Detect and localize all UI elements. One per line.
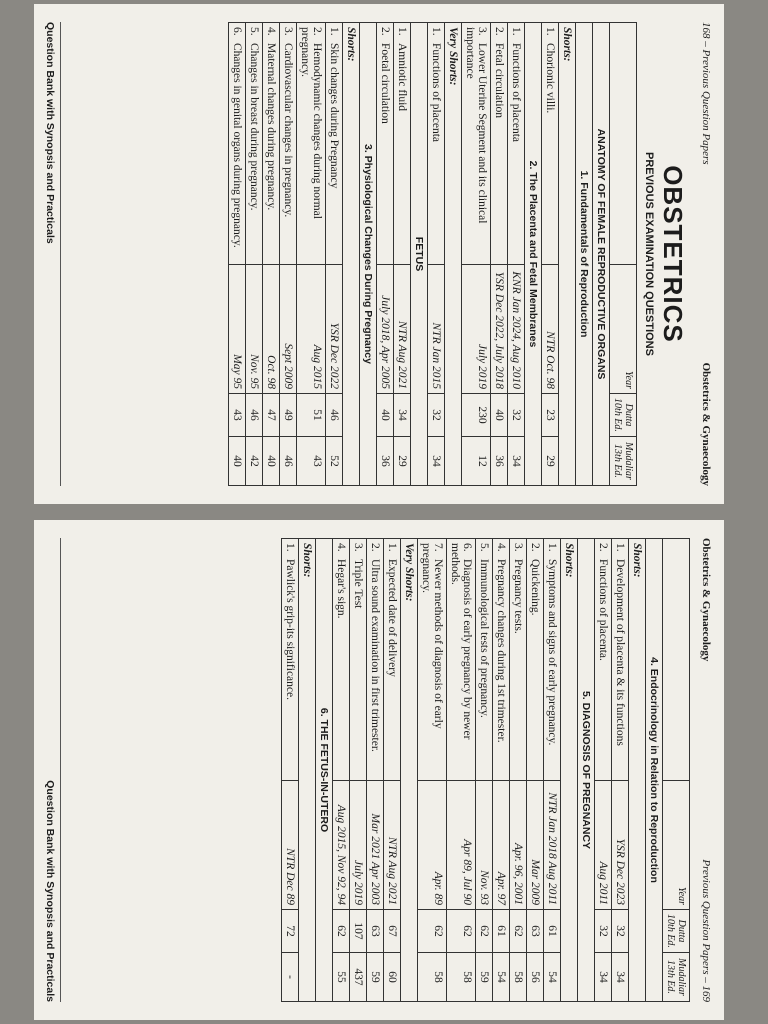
question-cell (493, 539, 510, 781)
question-number: 1. (328, 27, 340, 36)
question-rows-left (229, 23, 610, 486)
question-number: 2. (311, 27, 323, 36)
question-number: 3. (282, 27, 294, 36)
year-cell: Nov. 93 (476, 781, 493, 910)
question-row (612, 539, 629, 1002)
question-text: Functions of placenta (430, 43, 442, 143)
mudaliar-page-cell: - (282, 953, 299, 1002)
question-text: Immunological tests of pregnancy. (478, 559, 490, 718)
question-number: 6. (231, 27, 243, 36)
question-cell (229, 23, 246, 265)
question-text: Changes in genital organs during pregnancy. (231, 43, 243, 248)
question-text: Symptoms and signs of early pregnancy. (546, 559, 558, 746)
question-row (510, 539, 527, 1002)
question-number: 3. (476, 27, 488, 36)
question-cell (333, 539, 350, 781)
year-cell: YSR Dec 2022, July 2018 (491, 265, 508, 394)
question-row (542, 23, 559, 486)
dutta-page-cell: 63 (367, 910, 384, 953)
question-text: Cardiovascular changes in pregnancy. (282, 43, 294, 218)
question-row (418, 539, 447, 1002)
group-heading (629, 539, 646, 1002)
year-cell: Sept 2009 (280, 265, 297, 394)
mudaliar-page-cell: 42 (246, 437, 263, 486)
mudaliar-page-cell: 60 (384, 953, 401, 1002)
year-cell: Mar 2021 Apr 2003 (367, 781, 384, 910)
page-subtitle: PREVIOUS EXAMINATION QUESTIONS (643, 152, 655, 356)
dutta-page-cell: 67 (384, 910, 401, 953)
question-cell (542, 23, 559, 265)
question-row (384, 539, 401, 1002)
mudaliar-page-cell: 59 (476, 953, 493, 1002)
dutta-page-cell: 49 (280, 394, 297, 437)
year-cell: NTR Jan 2018 Aug 2011 (544, 781, 561, 910)
question-text: Functions of placenta. (597, 559, 609, 661)
question-row (595, 539, 612, 1002)
question-text: Foetal circulation (379, 43, 391, 124)
year-cell: YSR Dec 2022 (326, 265, 343, 394)
year-cell: KNR Jan 2024, Aug 2010 (508, 265, 525, 394)
question-text: Chorionic villi. (544, 43, 556, 114)
year-cell: NTR Dec 89 (282, 781, 299, 910)
year-cell: Apr. 96, 2001 (510, 781, 527, 910)
section-heading-text: 6. THE FETUS-IN-UTERO (316, 539, 333, 1002)
question-number: 4. (265, 27, 277, 36)
question-cell (418, 539, 447, 781)
question-row (246, 23, 263, 486)
question-text: Newer methods of diagnosis of early pregnancy. (420, 543, 444, 729)
question-row (297, 23, 326, 486)
question-text: Ultra sound examination in first trimester. (369, 559, 381, 752)
dutta-page-cell: 40 (491, 394, 508, 437)
group-heading (401, 539, 418, 1002)
question-row (282, 539, 299, 1002)
table-header (610, 23, 637, 486)
question-text: Fetal circulation (493, 43, 505, 119)
question-cell (377, 23, 394, 265)
question-cell (384, 539, 401, 781)
question-number: 1. (386, 543, 398, 552)
question-number: 5. (248, 27, 260, 36)
question-number: 1. (544, 27, 556, 36)
year-cell: Mar 2009 (527, 781, 544, 910)
question-cell (595, 539, 612, 781)
dutta-page-cell: 72 (282, 910, 299, 953)
dutta-column-header: Dutta 10th Ed. (610, 394, 637, 437)
group-heading-text: Shorts: (343, 23, 360, 486)
year-cell: NTR Oct. 98 (542, 265, 559, 394)
section-heading-text: 2. The Placenta and Fetal Membranes (525, 23, 542, 486)
dutta-page-cell: 62 (510, 910, 527, 953)
section-heading (411, 23, 428, 486)
year-column-header: Year (610, 265, 637, 394)
question-cell (326, 23, 343, 265)
question-text: Expected date of delivery (386, 559, 398, 677)
dutta-page-cell: 43 (229, 394, 246, 437)
question-rows-right (282, 539, 663, 1002)
year-cell: Apr. 89 (418, 781, 447, 910)
question-row (229, 23, 246, 486)
mudaliar-page-cell: 58 (510, 953, 527, 1002)
question-text: Changes in breast during pregnancy. (248, 43, 260, 211)
section-heading (593, 23, 610, 486)
dutta-page-cell: 32 (428, 394, 445, 437)
year-cell: YSR Dec 2023 (612, 781, 629, 910)
section-heading-text: 4. Endocrinology in Relation to Reproduction (646, 539, 663, 1002)
question-number: 1. (430, 27, 442, 36)
running-head-left: Obstetrics & Gynaecology (700, 538, 712, 662)
section-heading (316, 539, 333, 1002)
dutta-page-cell: 62 (418, 910, 447, 953)
question-row (462, 23, 491, 486)
mudaliar-page-cell: 43 (297, 437, 326, 486)
year-cell: NTR Jan 2015 (428, 265, 445, 394)
mudaliar-page-cell: 29 (542, 437, 559, 486)
section-heading-text: 5. DIAGNOSIS OF PREGNANCY (578, 539, 595, 1002)
table-header (663, 539, 690, 1002)
question-number: 4. (495, 543, 507, 552)
mudaliar-page-cell: 54 (493, 953, 510, 1002)
question-text: Quickening. (529, 559, 541, 616)
question-text: Hegar's sign. (335, 559, 347, 619)
question-number: 6. (461, 543, 473, 552)
question-number: 2. (493, 27, 505, 36)
dutta-page-cell: 62 (476, 910, 493, 953)
question-number: 3. (512, 543, 524, 552)
question-text: Development of placenta & its functions (614, 559, 626, 746)
group-heading (299, 539, 316, 1002)
question-row (493, 539, 510, 1002)
page-footer: Question Bank with Synopsis and Practicals (44, 538, 61, 1002)
dutta-page-cell: 62 (333, 910, 350, 953)
question-number: 2. (597, 543, 609, 552)
question-number: 1. (546, 543, 558, 552)
question-cell (510, 539, 527, 781)
year-cell: Aug 2011 (595, 781, 612, 910)
year-cell: NTR Aug 2021 (384, 781, 401, 910)
year-cell: Aug 2015, Nov 92, 94 (333, 781, 350, 910)
question-table-right (281, 538, 690, 1002)
section-heading (576, 23, 593, 486)
question-cell (280, 23, 297, 265)
question-number: 4. (335, 543, 347, 552)
question-cell (544, 539, 561, 781)
year-cell: Aug 2015 (297, 265, 326, 394)
page-footer: Question Bank with Synopsis and Practicals (44, 22, 61, 486)
year-cell: July 2018, Apr 2005 (377, 265, 394, 394)
year-cell: Nov. 95 (246, 265, 263, 394)
group-heading-text: Shorts: (299, 539, 316, 1002)
mudaliar-page-cell: 58 (418, 953, 447, 1002)
question-text: Diagnosis of early pregnancy by newer methods. (449, 543, 473, 740)
year-cell: July 2019 (350, 781, 367, 910)
question-text: Functions of placenta (510, 43, 522, 143)
running-head-right: Previous Question Papers – 169 (700, 859, 712, 1002)
group-heading (561, 539, 578, 1002)
dutta-page-cell: 51 (297, 394, 326, 437)
question-cell (350, 539, 367, 781)
question-row (280, 23, 297, 486)
section-heading (646, 539, 663, 1002)
question-cell (527, 539, 544, 781)
question-row (476, 539, 493, 1002)
question-row (447, 539, 476, 1002)
mudaliar-page-cell: 54 (544, 953, 561, 1002)
question-cell (447, 539, 476, 781)
question-row (326, 23, 343, 486)
page-168 (34, 4, 724, 504)
group-heading-text: Shorts: (561, 539, 578, 1002)
question-cell (263, 23, 280, 265)
question-column-header (663, 539, 690, 781)
mudaliar-page-cell: 46 (280, 437, 297, 486)
question-text: Hemodynamic changes during normal pregnancy. (299, 27, 323, 219)
question-cell (282, 539, 299, 781)
dutta-page-cell: 40 (377, 394, 394, 437)
mudaliar-page-cell: 34 (508, 437, 525, 486)
year-cell: May 95 (229, 265, 246, 394)
question-row (367, 539, 384, 1002)
group-heading (445, 23, 462, 486)
dutta-page-cell: 62 (447, 910, 476, 953)
mudaliar-page-cell: 36 (491, 437, 508, 486)
question-text: Pregnancy changes during 1st trimester. (495, 559, 507, 743)
question-cell (394, 23, 411, 265)
mudaliar-column-header: Mudaliar 13th Ed. (610, 437, 637, 486)
question-cell (297, 23, 326, 265)
question-row (350, 539, 367, 1002)
question-text: Skin changes during Pregnancy (328, 43, 340, 189)
question-text: Pregnancy tests. (512, 559, 524, 634)
mudaliar-page-cell: 34 (612, 953, 629, 1002)
group-heading-text: Shorts: (559, 23, 576, 486)
question-column-header (610, 23, 637, 265)
question-number: 2. (369, 543, 381, 552)
question-table-left (228, 22, 637, 486)
running-head-right: Obstetrics & Gynaecology (700, 362, 712, 486)
question-row (428, 23, 445, 486)
dutta-page-cell: 32 (595, 910, 612, 953)
mudaliar-page-cell: 36 (377, 437, 394, 486)
dutta-page-cell: 32 (612, 910, 629, 953)
mudaliar-page-cell: 40 (263, 437, 280, 486)
question-cell (428, 23, 445, 265)
question-number: 1. (284, 543, 296, 552)
question-row (491, 23, 508, 486)
section-heading (360, 23, 377, 486)
page-title: OBSTETRICS (658, 165, 688, 343)
mudaliar-page-cell: 12 (462, 437, 491, 486)
dutta-page-cell: 46 (246, 394, 263, 437)
question-cell (462, 23, 491, 265)
question-cell (612, 539, 629, 781)
dutta-page-cell: 34 (394, 394, 411, 437)
section-heading-text: FETUS (411, 23, 428, 486)
mudaliar-page-cell: 34 (428, 437, 445, 486)
section-heading (525, 23, 542, 486)
question-cell (508, 23, 525, 265)
mudaliar-page-cell: 34 (595, 953, 612, 1002)
question-number: 3. (352, 543, 364, 552)
dutta-page-cell: 107 (350, 910, 367, 953)
question-number: 5. (478, 543, 490, 552)
group-heading-text: Very Shorts: (401, 539, 418, 1002)
question-row (508, 23, 525, 486)
question-number: 1. (396, 27, 408, 36)
year-cell: Apr 89, Jul 90 (447, 781, 476, 910)
dutta-page-cell: 23 (542, 394, 559, 437)
dutta-page-cell: 32 (508, 394, 525, 437)
question-text: Lower Uterine Segment and its clinical importance (464, 27, 488, 224)
mudaliar-page-cell: 40 (229, 437, 246, 486)
question-row (527, 539, 544, 1002)
dutta-column-header: Dutta 10th Ed. (663, 910, 690, 953)
group-heading (559, 23, 576, 486)
question-text: Triple Test (352, 559, 364, 609)
question-number: 1. (510, 27, 522, 36)
year-cell: Oct. 98 (263, 265, 280, 394)
year-column-header: Year (663, 781, 690, 910)
group-heading-text: Shorts: (629, 539, 646, 1002)
mudaliar-column-header: Mudaliar 13th Ed. (663, 953, 690, 1002)
question-number: 2. (529, 543, 541, 552)
question-row (394, 23, 411, 486)
question-cell (491, 23, 508, 265)
dutta-page-cell: 61 (493, 910, 510, 953)
mudaliar-page-cell: 56 (527, 953, 544, 1002)
question-row (263, 23, 280, 486)
question-cell (367, 539, 384, 781)
year-cell: NTR Aug 2021 (394, 265, 411, 394)
question-text: Pawlick's grip-its significance. (284, 559, 296, 700)
year-cell: Apr. 97 (493, 781, 510, 910)
section-heading (578, 539, 595, 1002)
mudaliar-page-cell: 58 (447, 953, 476, 1002)
question-text: Amniotic fluid (396, 43, 408, 112)
question-text: Maternal changes during pregnancy. (265, 43, 277, 211)
question-row (544, 539, 561, 1002)
mudaliar-page-cell: 59 (367, 953, 384, 1002)
dutta-page-cell: 230 (462, 394, 491, 437)
section-heading-text: ANATOMY OF FEMALE REPRODUCTIVE ORGANS (593, 23, 610, 486)
section-heading-text: 3. Physiological Changes During Pregnancy (360, 23, 377, 486)
section-heading-text: 1. Fundamentals of Reproduction (576, 23, 593, 486)
question-row (333, 539, 350, 1002)
mudaliar-page-cell: 52 (326, 437, 343, 486)
group-heading (343, 23, 360, 486)
group-heading-text: Very Shorts: (445, 23, 462, 486)
dutta-page-cell: 63 (527, 910, 544, 953)
question-number: 7. (432, 543, 444, 552)
question-row (377, 23, 394, 486)
question-number: 1. (614, 543, 626, 552)
year-cell: July 2019 (462, 265, 491, 394)
question-cell (476, 539, 493, 781)
mudaliar-page-cell: 437 (350, 953, 367, 1002)
dutta-page-cell: 47 (263, 394, 280, 437)
running-head-left: 168 – Previous Question Papers (700, 22, 712, 165)
mudaliar-page-cell: 29 (394, 437, 411, 486)
mudaliar-page-cell: 55 (333, 953, 350, 1002)
dutta-page-cell: 61 (544, 910, 561, 953)
dutta-page-cell: 46 (326, 394, 343, 437)
question-number: 2. (379, 27, 391, 36)
question-cell (246, 23, 263, 265)
page-169 (34, 520, 724, 1020)
